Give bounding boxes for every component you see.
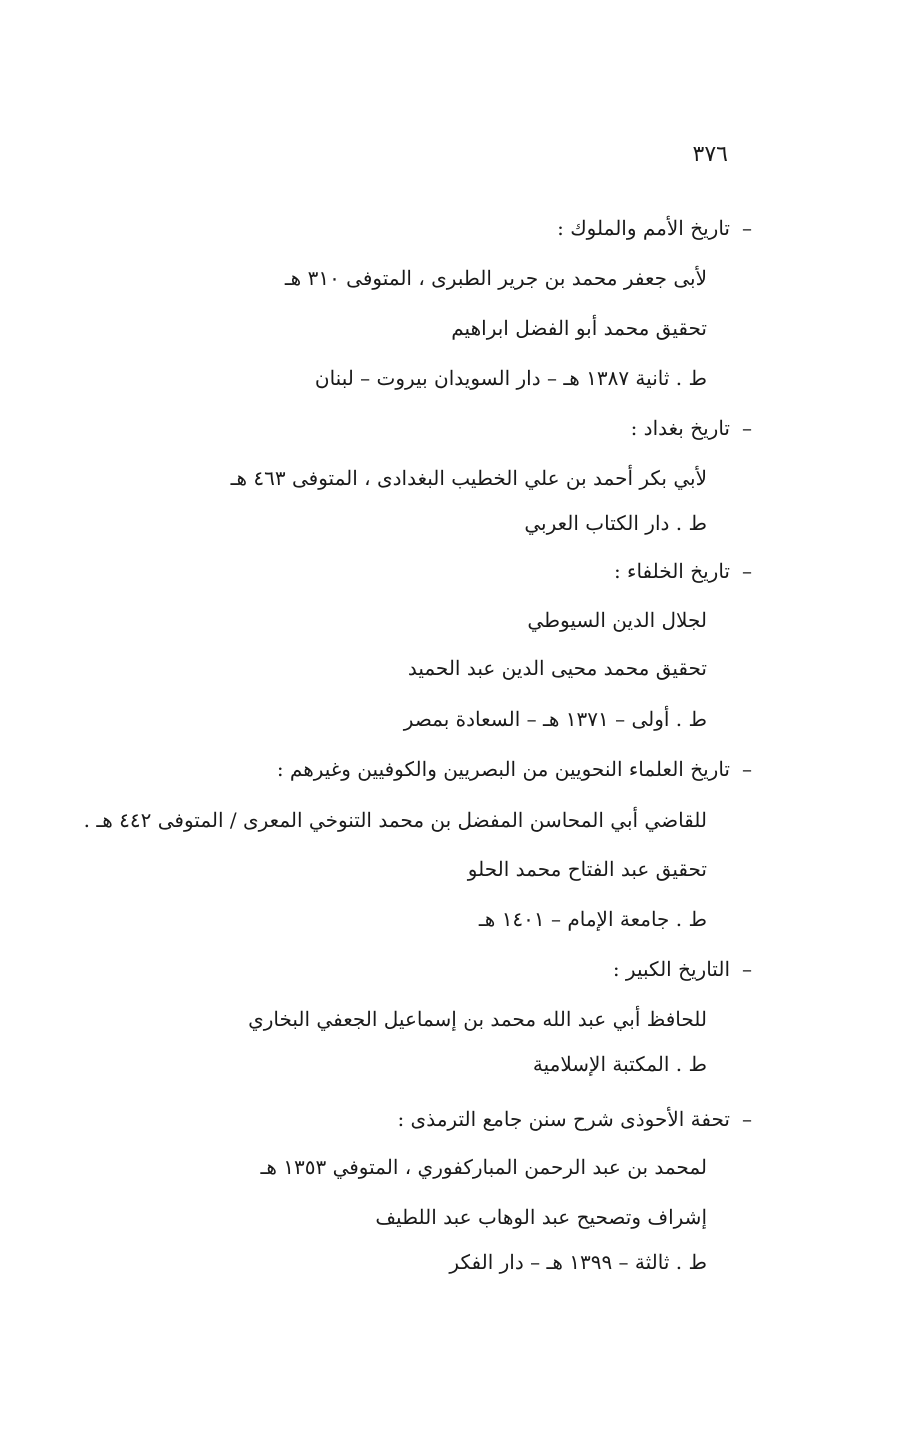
entry-line: ط . دار الكتاب العربي xyxy=(524,511,707,535)
entry-line: لمحمد بن عبد الرحمن المباركفوري ، المتوفي ١٣٥٣ هـ xyxy=(260,1155,707,1179)
entry-line: ط . ثالثة – ١٣٩٩ هـ – دار الفكر xyxy=(449,1250,707,1274)
entry-title xyxy=(614,557,752,585)
entry-title-text: تحفة الأحوذى شرح سنن جامع الترمذى : xyxy=(397,1107,730,1131)
entry-line: لأبي بكر أحمد بن علي الخطيب البغدادى ، المتوفى ٤٦٣ هـ xyxy=(230,466,707,490)
bullet-dash: – xyxy=(742,559,752,583)
entry-title-text: التاريخ الكبير : xyxy=(612,957,730,981)
entry-line: ط . أولى – ١٣٧١ هـ – السعادة بمصر xyxy=(403,707,707,731)
entry-line: إشراف وتصحيح عبد الوهاب عبد اللطيف xyxy=(375,1205,707,1229)
entry-title-text: تاريخ الخلفاء : xyxy=(613,559,730,583)
bullet-dash: – xyxy=(742,757,752,781)
bullet-dash: – xyxy=(742,1107,752,1131)
entry-title-text: تاريخ بغداد : xyxy=(630,416,730,440)
entry-line: تحقيق عبد الفتاح محمد الحلو xyxy=(467,857,707,881)
entry-title-text: تاريخ الأمم والملوك : xyxy=(557,216,730,240)
entry-line: ط . ثانية ١٣٨٧ هـ – دار السويدان بيروت – لبنان xyxy=(314,366,707,390)
entry-title xyxy=(557,214,752,242)
entry-title xyxy=(277,755,752,783)
entry-line: ط . المكتبة الإسلامية xyxy=(532,1052,707,1076)
bullet-dash: – xyxy=(742,416,752,440)
entry-line: للحافظ أبي عبد الله محمد بن إسماعيل الجعفي البخاري xyxy=(248,1007,707,1031)
bullet-dash: – xyxy=(742,216,752,240)
page-number: ٣٧٦ xyxy=(692,142,728,167)
entry-line: للقاضي أبي المحاسن المفضل بن محمد التنوخي المعرى / المتوفى ٤٤٢ هـ . xyxy=(83,808,707,832)
bullet-dash: – xyxy=(742,957,752,981)
entry-line: تحقيق محمد محيى الدين عبد الحميد xyxy=(407,656,707,680)
entry-line: ط . جامعة الإمام – ١٤٠١ هـ xyxy=(478,907,707,931)
entry-title xyxy=(613,955,752,983)
entry-line: لجلال الدين السيوطي xyxy=(527,608,707,632)
entry-line: لأبى جعفر محمد بن جرير الطبرى ، المتوفى ٣١٠ هـ xyxy=(284,266,707,290)
entry-title xyxy=(631,414,752,442)
entry-title xyxy=(397,1105,752,1133)
entry-line: تحقيق محمد أبو الفضل ابراهيم xyxy=(451,316,707,340)
entry-title-text: تاريخ العلماء النحويين من البصريين والكوفيين وغيرهم : xyxy=(276,757,730,781)
